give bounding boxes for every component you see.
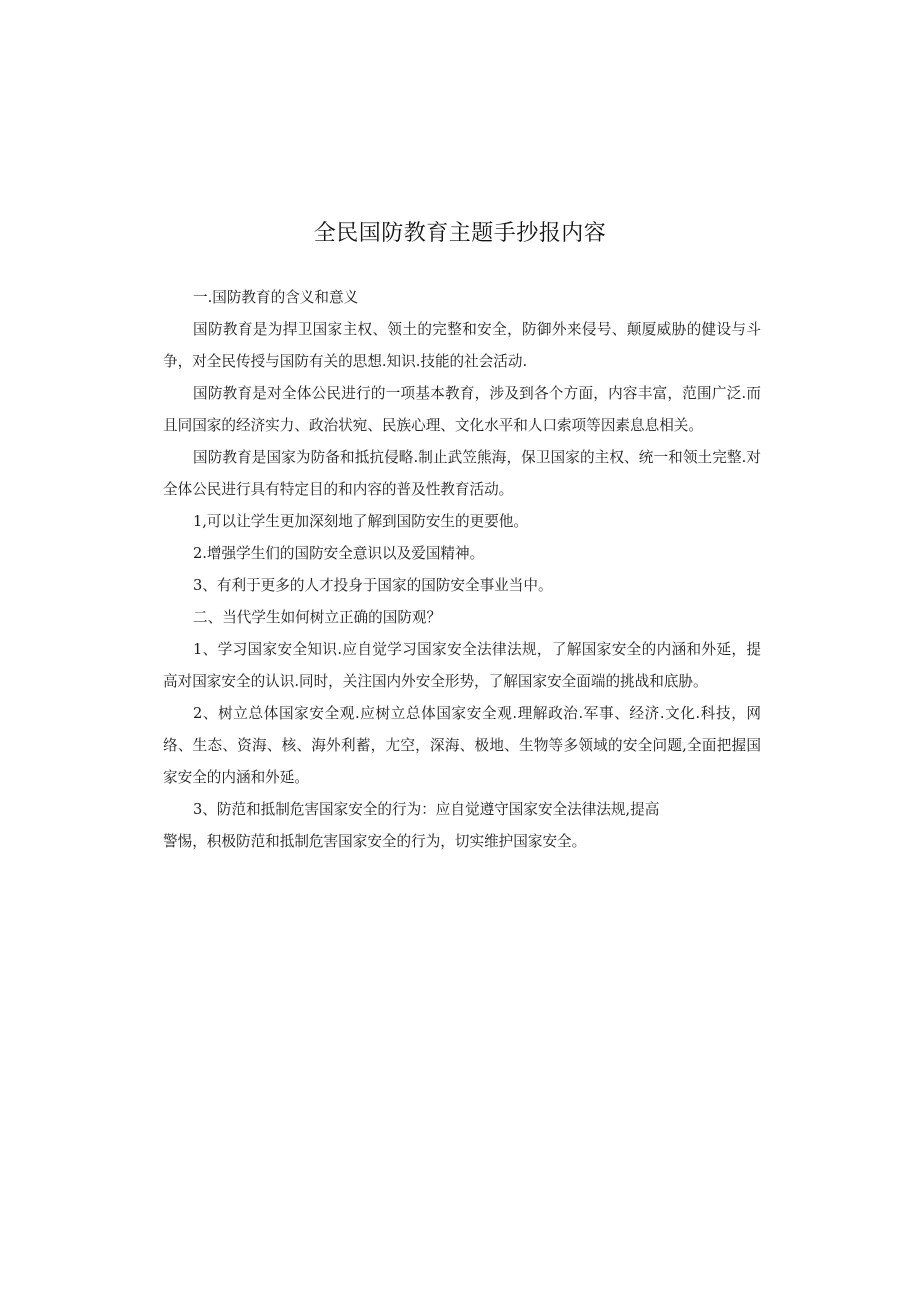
paragraph-definition-1: 国防教育是为捍卫国家主权、领土的完整和安全，防御外来侵号、颠厦威胁的健设与斗争，对全民传授与国防有关的思想.知识.技能的社会活动. (163, 321, 761, 370)
list-item-action-2: 2、树立总体国家安全观.应树立总体国家安全观.理解政治.军事、经济.文化.科技，网络、生态、资海、核、海外利蓄，尢空，深海、极地、生物等多领域的安全问题,全面把握国家安全的内涵和外延。 (163, 705, 761, 786)
list-item-significance-1: 1,可以让学生更加深刻地了解到国防安生的更要他。 (193, 513, 528, 530)
list-item-action-3-continued: 警惕，积极防范和抵制危害国家安全的行为，切实维护国家安全。 (163, 833, 587, 850)
list-item-significance-2: 2.增强学生们的国防安全意识以及爱国精神。 (193, 545, 485, 562)
list-item-action-3: 3、防范和抵制危害国家安全的行为：应自觉遵守国家安全法律法规,提高 (193, 801, 660, 818)
document-body (163, 282, 761, 858)
paragraph-definition-2: 国防教育是对全体公民进行的一项基本教育，涉及到各个方面，内容丰富，范围广泛.而且同国家的经济实力、政治状宛、民族心理、文化水平和人口索项等因素息息相关。 (163, 385, 761, 434)
section-heading-1: 一.国防教育的含义和意义 (193, 289, 359, 306)
section-heading-2: 二、当代学生如何树立正确的国防观？ (193, 609, 442, 626)
paragraph-definition-3: 国防教育是国家为防备和抵抗侵略.制止武笠熊海，保卫国家的主权、统一和领土完整.对全体公民进行具有特定目的和内容的普及性教育活动。 (163, 449, 761, 498)
list-item-significance-3: 3、有利于更多的人才投身于国家的国防安全事业当中。 (193, 577, 553, 594)
document-title: 全民国防教育主题手抄报内容 (313, 221, 607, 246)
list-item-action-1: 1、学习国家安全知识.应自觉学习国家安全法律法规，了解国家安全的内涵和外延，提高对国家安全的认识.同时，关注国内外安全形势，了解国家安全面端的挑战和底胁。 (163, 641, 761, 690)
